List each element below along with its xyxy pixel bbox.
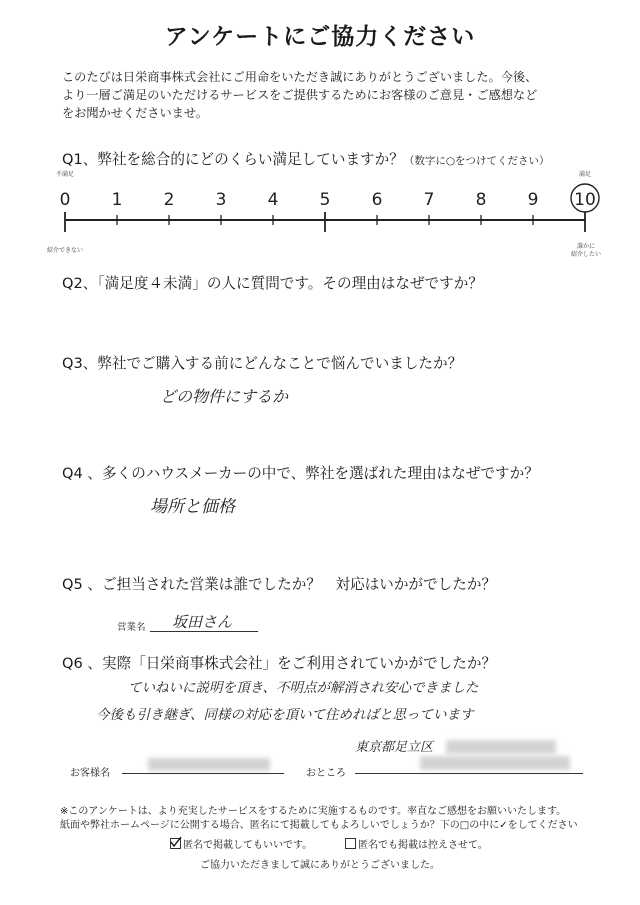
scale-high-top-label: 満足 bbox=[578, 171, 592, 178]
staff-label: 営業名 bbox=[117, 622, 146, 633]
staff-name: 坂田さん bbox=[172, 613, 233, 631]
scale-high-bottom-label-2: 紹介したい bbox=[570, 251, 602, 258]
scale-number[interactable]: 7 bbox=[423, 190, 435, 210]
redacted-address-1 bbox=[446, 740, 556, 754]
scale-number[interactable]: 9 bbox=[527, 190, 539, 210]
question-1-text: Q1、弊社を総合的にどのくらい満足していますか？ bbox=[62, 151, 404, 168]
address-label: おところ bbox=[306, 768, 346, 779]
check-mark-icon bbox=[170, 836, 182, 848]
redacted-customer-name bbox=[148, 758, 270, 771]
question-4: Q4 、多くのハウスメーカーの中で、弊社を選ばれた理由はなぜですか？ bbox=[62, 465, 539, 482]
answer-3: どの物件にするか bbox=[160, 387, 289, 406]
scale-number[interactable]: 10 bbox=[574, 190, 596, 210]
redacted-address-2 bbox=[420, 756, 570, 770]
staff-underline bbox=[150, 631, 258, 632]
scale-low-top-label: 不満足 bbox=[55, 171, 75, 178]
address-handwritten: 東京都足立区 bbox=[355, 740, 434, 755]
notice-line: ※このアンケートは、より充実したサービスをするために実施するものです。率直なご感想をお願いいたします。 bbox=[60, 806, 567, 817]
consent-no-label: 匿名でも掲載は控えさせて。 bbox=[358, 840, 488, 851]
question-2: Q2、「満足度４未満」の人に質問です。その理由はなぜですか？ bbox=[62, 275, 483, 292]
page-title: アンケートにご協力ください bbox=[164, 24, 476, 50]
scale-ticks bbox=[65, 212, 585, 232]
scale-low-bottom-label: 紹介できない bbox=[46, 247, 84, 254]
scale-number[interactable]: 1 bbox=[111, 190, 123, 210]
question-5: Q5 、ご担当された営業は誰でしたか？ 対応はいかがでしたか？ bbox=[62, 576, 497, 593]
question-3: Q3、弊社でご購入する前にどんなことで悩んでいましたか？ bbox=[62, 355, 463, 372]
scale-number[interactable]: 5 bbox=[319, 190, 331, 210]
consent-yes-label: 匿名で掲載してもいいです。 bbox=[183, 840, 313, 851]
question-1-note: （数字に○をつけてください） bbox=[403, 155, 550, 167]
satisfaction-scale bbox=[46, 160, 615, 270]
consent-yes[interactable] bbox=[170, 836, 312, 851]
scale-number[interactable]: 6 bbox=[371, 190, 383, 210]
intro-line: このたびは日栄商事株式会社にご用命をいただき誠にありがとうございました。今後、 bbox=[62, 70, 538, 84]
notice-line: 紙面や弊社ホームページに公開する場合、匿名にて掲載してもよろしいでしょうか？下の□の中に✓をしてください bbox=[60, 820, 578, 831]
consent-yes-checkbox[interactable] bbox=[170, 838, 181, 849]
customer-name-label: お客様名 bbox=[70, 768, 110, 779]
consent-no-checkbox[interactable] bbox=[345, 838, 356, 849]
intro-line: より一層ご満足のいただけるサービスをご提供するためにお客様のご意見・ご感想など bbox=[62, 88, 538, 102]
thanks-message: ご協力いただきまして誠にありがとうございました。 bbox=[200, 860, 440, 871]
scale-number[interactable]: 3 bbox=[215, 190, 227, 210]
answer-6-line-1: ていねいに説明を頂き、不明点が解消され安心できました bbox=[128, 680, 479, 696]
address-underline bbox=[355, 773, 583, 774]
scale-numbers bbox=[60, 190, 596, 210]
customer-name-underline bbox=[122, 773, 284, 774]
scale-number[interactable]: 0 bbox=[59, 190, 71, 210]
intro-text bbox=[62, 68, 602, 122]
notice bbox=[60, 805, 600, 833]
answer-6-line-2: 今後も引き継ぎ、同様の対応を頂いて住めればと思っています bbox=[96, 707, 474, 723]
consent-no[interactable] bbox=[345, 836, 488, 851]
scale-number[interactable]: 2 bbox=[163, 190, 175, 210]
answer-4: 場所と価格 bbox=[150, 497, 235, 517]
scale-high-bottom-label-1: 誰かに bbox=[576, 243, 596, 250]
scale-number[interactable]: 4 bbox=[267, 190, 279, 210]
scale-number[interactable]: 8 bbox=[475, 190, 487, 210]
question-6: Q6 、実際「日栄商事株式会社」をご利用されていかがでしたか？ bbox=[62, 655, 497, 672]
intro-line: をお聞かせくださいませ。 bbox=[62, 106, 208, 120]
